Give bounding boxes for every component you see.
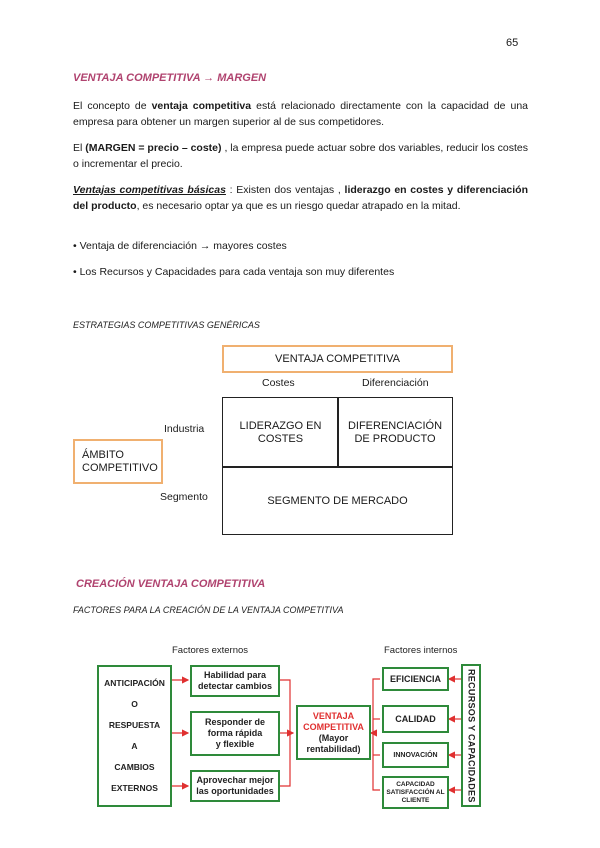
ext3-line1: Aprovechar mejor — [196, 775, 274, 785]
section-title-margen: VENTAJA COMPETITIVA → MARGEN — [73, 72, 267, 84]
recursos-capacidades-box — [461, 664, 481, 807]
ext-habilidad-box — [190, 665, 280, 697]
int3-label: INNOVACIÓN — [393, 751, 438, 759]
p1-bold: ventaja competitiva — [151, 100, 252, 112]
left-line-2: O — [131, 699, 138, 709]
left-line-1: ANTICIPACIÓN — [104, 678, 165, 688]
int-calidad-box — [382, 705, 449, 733]
caption-estrategias: ESTRATEGIAS COMPETITIVAS GENÉRICAS — [73, 320, 260, 330]
ventaja-competitiva-center-box — [296, 705, 371, 760]
recursos-capacidades-label: RECURSOS Y CAPACIDADES — [466, 668, 477, 803]
bracket-internal — [373, 679, 380, 790]
diferenciacion-line2: DE PRODUCTO — [354, 432, 436, 445]
int2-label: CALIDAD — [395, 713, 436, 724]
ext3-line2: las oportunidades — [196, 786, 274, 796]
int-innovacion-box — [382, 742, 449, 768]
left-line-5: CAMBIOS — [114, 762, 155, 772]
section-title-creacion: CREACIÓN VENTAJA COMPETITIVA — [76, 578, 266, 590]
int-eficiencia-box — [382, 667, 449, 691]
bullet-diferenciacion: • Ventaja de diferenciación → mayores costes — [73, 240, 287, 252]
ext1-line2: detectar cambios — [197, 681, 273, 691]
ext1-line1: Habilidad para — [203, 670, 266, 680]
ext-responder-box — [190, 711, 280, 756]
segmento-mercado-label: SEGMENTO DE MERCADO — [267, 494, 408, 507]
row-label-industria: Industria — [164, 423, 205, 435]
p1-text-c: está relacionado directamente con la capacidad de una empresa para obtener un margen superior al de sus competidores. — [73, 100, 529, 128]
label-factores-externos: Factores externos — [172, 645, 249, 656]
bullet-recursos: • Los Recursos y Capacidades para cada ventaja son muy diferentes — [73, 266, 395, 278]
row-label-segmento: Segmento — [160, 491, 208, 503]
p2-text-c: , la empresa puede actuar sobre dos variables, reducir los costes o incrementar el precio. — [73, 142, 528, 170]
diferenciacion-line1: DIFERENCIACIÓN — [347, 419, 443, 432]
ambito-line2: COMPETITIVO — [82, 461, 158, 474]
ext-aprovechar-box — [190, 770, 280, 802]
center-line4: rentabilidad) — [306, 743, 361, 754]
ext2-line2: forma rápida — [207, 728, 263, 738]
p3-bold: liderazgo en costes y diferenciación del producto — [73, 184, 529, 212]
ambito-line1: ÁMBITO — [82, 448, 124, 461]
left-line-4: A — [131, 741, 138, 751]
column-label-costes: Costes — [262, 377, 295, 389]
center-line2: COMPETITIVA — [303, 721, 364, 732]
ventaja-competitiva-label: VENTAJA COMPETITIVA — [275, 353, 400, 365]
int-satisfaccion-box — [382, 776, 449, 809]
left-line-3: RESPUESTA — [108, 720, 161, 730]
ext2-line3: y flexible — [215, 739, 255, 749]
p3-heading: Ventajas competitivas básicas — [73, 184, 226, 196]
p2-bold: (MARGEN = precio – coste) — [85, 142, 222, 154]
page-number: 65 — [506, 37, 519, 49]
int4-line1: CAPACIDAD — [396, 780, 435, 788]
int4-line2: SATISFACCIÓN AL — [386, 788, 445, 796]
p3-text-b: : Existen dos ventajas , — [225, 184, 345, 196]
p2-text-a: El — [73, 142, 86, 154]
liderazgo-line2: COSTES — [257, 432, 304, 445]
column-label-diferenciacion: Diferenciación — [362, 377, 429, 389]
anticipacion-box — [97, 665, 172, 807]
ext2-line1: Responder de — [204, 717, 265, 727]
left-line-6: EXTERNOS — [111, 783, 158, 793]
p3-text-d: , es necesario optar ya que es un riesgo quedar atrapado en la mitad. — [136, 200, 461, 212]
center-line3: (Mayor — [318, 732, 349, 743]
int4-line3: CLIENTE — [401, 796, 430, 804]
center-line1: VENTAJA — [312, 710, 355, 721]
liderazgo-line1: LIDERAZGO EN — [239, 419, 322, 432]
int1-label: EFICIENCIA — [389, 673, 441, 684]
caption-factores: FACTORES PARA LA CREACIÓN DE LA VENTAJA COMPETITIVA — [73, 605, 344, 615]
p1-text-a: El concepto de — [73, 100, 152, 112]
label-factores-internos: Factores internos — [384, 645, 458, 656]
